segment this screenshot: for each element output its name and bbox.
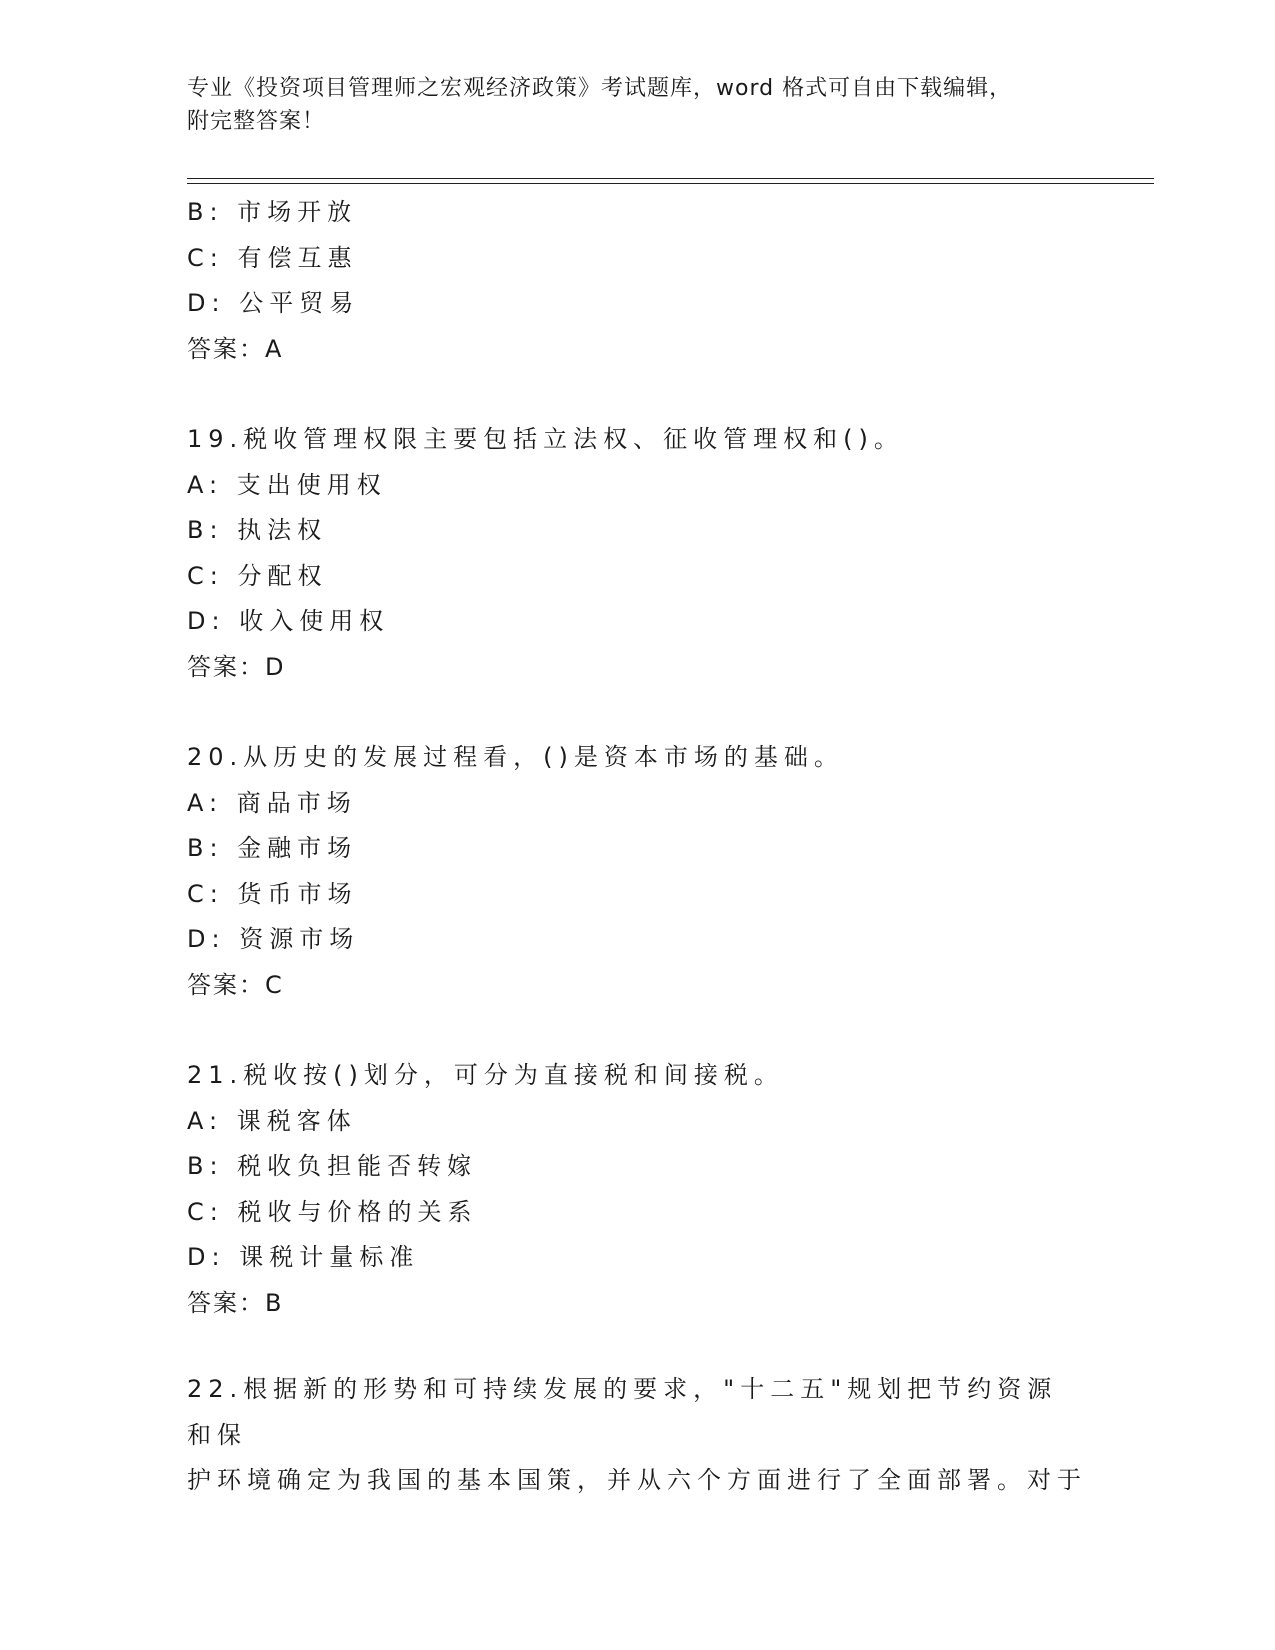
option-b: B: 市场开放 <box>187 198 358 226</box>
header-line-2: 附完整答案！ <box>187 109 326 134</box>
question-22 <box>187 1367 1087 1504</box>
header-divider-bottom <box>187 183 1154 184</box>
question-stem: 20.从历史的发展过程看，()是资本市场的基础。 <box>187 743 844 771</box>
option-b: B: 金融市场 <box>187 834 358 862</box>
question-21 <box>187 1053 1087 1326</box>
answer: 答案：B <box>187 1288 284 1317</box>
option-a: A: 商品市场 <box>187 788 357 817</box>
document-header <box>187 72 1087 138</box>
question-stem-line-1: 22.根据新的形势和可持续发展的要求，"十二五"规划把节约资源和保 <box>187 1375 1058 1449</box>
option-b: B: 执法权 <box>187 516 328 544</box>
option-a: A: 课税客体 <box>187 1106 357 1135</box>
header-divider-top <box>187 178 1154 179</box>
question-19 <box>187 417 1087 690</box>
option-b: B: 税收负担能否转嫁 <box>187 1152 478 1180</box>
answer: 答案：A <box>187 334 284 363</box>
option-c: C: 税收与价格的关系 <box>187 1197 478 1226</box>
question-stem-line-2: 护环境确定为我国的基本国策，并从六个方面进行了全面部署。对于 <box>187 1466 1087 1494</box>
option-d: D: 资源市场 <box>187 925 360 953</box>
option-c: C: 分配权 <box>187 561 328 590</box>
option-c: C: 货币市场 <box>187 879 358 908</box>
option-d: D: 公平贸易 <box>187 289 360 317</box>
answer: 答案：C <box>187 970 284 999</box>
option-c: C: 有偿互惠 <box>187 243 358 272</box>
option-d: D: 课税计量标准 <box>187 1243 420 1271</box>
header-line-1: 专业《投资项目管理师之宏观经济政策》考试题库，word 格式可自由下载编辑， <box>187 76 1013 101</box>
option-d: D: 收入使用权 <box>187 607 390 635</box>
option-a: A: 支出使用权 <box>187 470 387 499</box>
question-stem: 19.税收管理权限主要包括立法权、征收管理权和()。 <box>187 425 904 453</box>
question-list <box>187 190 1087 1326</box>
answer: 答案：D <box>187 652 286 681</box>
question-stem: 21.税收按()划分，可分为直接税和间接税。 <box>187 1061 784 1089</box>
question-20 <box>187 735 1087 1008</box>
